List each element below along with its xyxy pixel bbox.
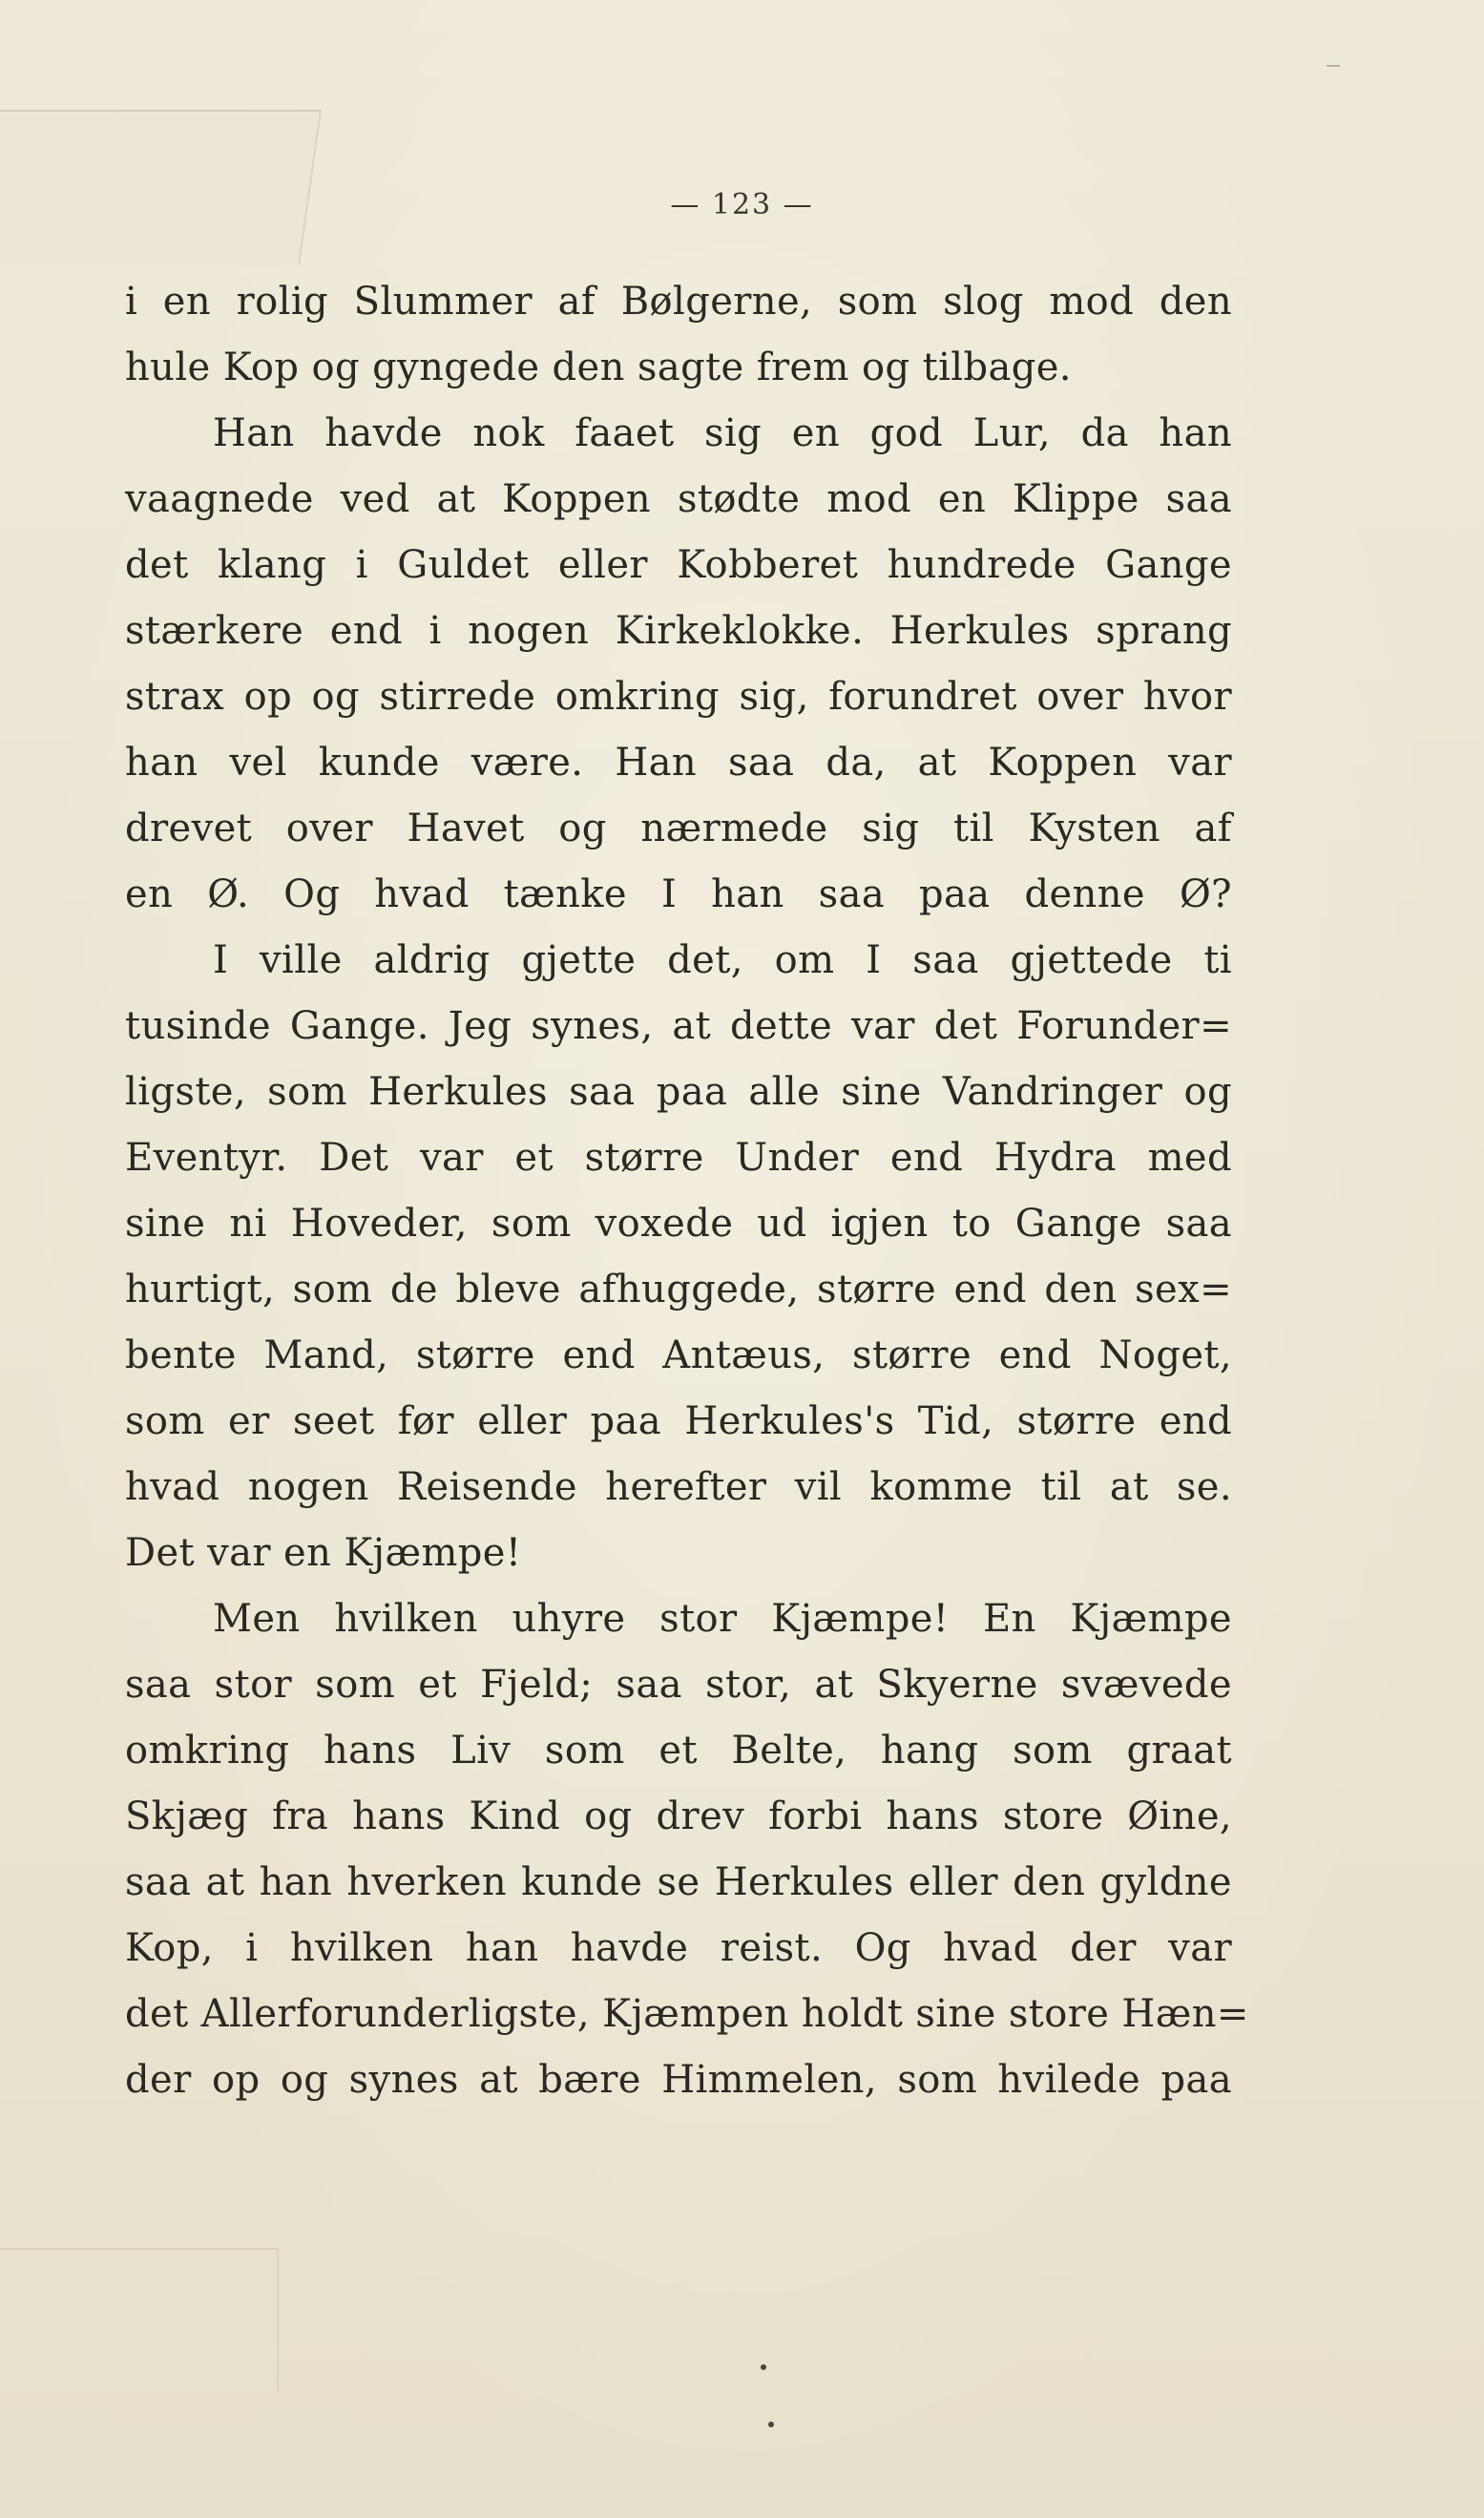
text-line: det klang i Guldet eller Kobberet hundrede Gange	[125, 543, 1232, 587]
text-line: Eventyr. Det var et større Under end Hydra med	[125, 1136, 1232, 1180]
text-line: I ville aldrig gjette det, om I saa gjettede ti	[213, 938, 1232, 982]
text-line: det Allerforunderligste, Kjæmpen holdt sine store Hæn=	[125, 1992, 1249, 2036]
text-line: ligste, som Herkules saa paa alle sine Vandringer og	[125, 1070, 1232, 1114]
text-line: der op og synes at bære Himmelen, som hvilede paa	[125, 2058, 1232, 2102]
text-line: tusinde Gange. Jeg synes, at dette var det Forunder=	[125, 1004, 1232, 1048]
page-fold-shadow-top	[0, 110, 322, 264]
text-line: i en rolig Slummer af Bølgerne, som slog mod den	[125, 280, 1232, 324]
page-number: — 123 —	[670, 188, 814, 221]
text-line: strax op og stirrede omkring sig, forundret over hvor	[125, 675, 1232, 719]
text-line: hule Kop og gyngede den sagte frem og tilbage.	[125, 346, 1072, 389]
text-line: hurtigt, som de bleve afhuggede, større end den sex=	[125, 1268, 1232, 1311]
text-line: omkring hans Liv som et Belte, hang som graat	[125, 1729, 1232, 1773]
text-line: stærkere end i nogen Kirkeklokke. Herkules sprang	[125, 609, 1232, 653]
text-line: sine ni Hoveder, som voxede ud igjen to Gange saa	[125, 1202, 1232, 1246]
page-fold-shadow-bottom	[0, 2248, 279, 2393]
text-line: han vel kunde være. Han saa da, at Koppen var	[125, 741, 1232, 785]
ink-speck	[768, 2422, 774, 2427]
paper-mark	[1327, 65, 1340, 67]
text-line: Skjæg fra hans Kind og drev forbi hans store Øine,	[125, 1794, 1232, 1838]
text-line: Kop, i hvilken han havde reist. Og hvad der var	[125, 1926, 1232, 1970]
text-line: saa at han hverken kunde se Herkules eller den gyldne	[125, 1860, 1232, 1904]
text-line: Men hvilken uhyre stor Kjæmpe! En Kjæmpe	[213, 1597, 1232, 1641]
text-line: som er seet før eller paa Herkules's Tid, større end	[125, 1399, 1232, 1443]
text-line: Han havde nok faaet sig en god Lur, da han	[213, 411, 1232, 455]
text-line: drevet over Havet og nærmede sig til Kysten af	[125, 807, 1232, 850]
text-line: Det var en Kjæmpe!	[125, 1531, 522, 1575]
ink-speck	[761, 2364, 766, 2370]
text-line: hvad nogen Reisende herefter vil komme til at se.	[125, 1465, 1232, 1509]
text-line: en Ø. Og hvad tænke I han saa paa denne Ø?	[125, 872, 1232, 916]
body-text	[125, 269, 1249, 2113]
text-line: vaagnede ved at Koppen stødte mod en Klippe saa	[125, 477, 1232, 521]
text-line: saa stor som et Fjeld; saa stor, at Skyerne svævede	[125, 1663, 1232, 1707]
text-line: bente Mand, større end Antæus, større end Noget,	[125, 1333, 1232, 1377]
